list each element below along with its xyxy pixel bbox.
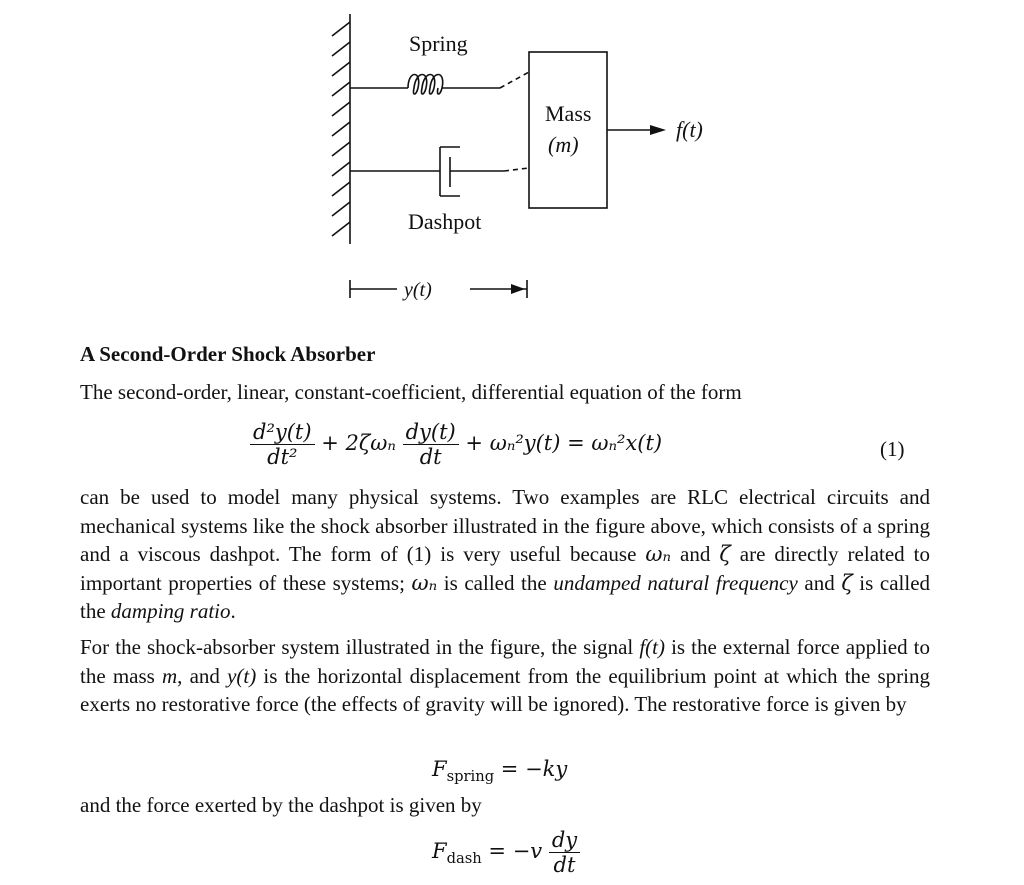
displacement-indicator [350,280,527,298]
wall [332,14,350,244]
dashpot-label: Dashpot [408,209,482,234]
spring [350,72,529,94]
f-dash-fraction: $\frac{dy}{dt}$ [549,828,580,877]
paragraph-2: For the shock-absorber system illustrated in the figure, the signal f(t) is the external force applied to the mass m, and y(t) is the horizontal displacement from the equilibrium point at which the spring exerts no restorative force (the effects of gravity will be ignored). The restorative force is given by [80,635,931,716]
symbol-zeta: ζ [841,570,853,595]
symbol-omega-n: ωₙ [645,542,672,566]
symbol-m: m [161,663,178,688]
symbol-zeta: ζ [719,542,731,566]
symbol-y-t: y(t) [227,663,257,688]
mass-symbol: (m) [548,132,579,157]
eq1-rest: + ωₙ²y(t) = ωₙ²x(t) [465,431,663,455]
section-heading: A Second-Order Shock Absorber [80,342,376,366]
eq1-damping-term: + 2ζωₙ [321,431,396,455]
eq1-fraction-2: $\frac{dy(t)}{dt}$ [403,420,459,469]
symbol-omega-n: ωₙ [411,570,438,595]
equation-1-number: (1) [880,437,905,461]
equation-f-dash: $F_{dash} = -v$ $\frac{dy}{dt}$ [432,828,580,877]
shock-absorber-diagram [0,0,1024,330]
dashpot [350,147,529,196]
paragraph-1: can be used to model many physical systems. Two examples are RLC electrical circuits and mechanical systems like the shock absorber illustrated in the figure above, which consists of a spring and a viscous dashpot. The form of (1) is very useful because ωₙ and ζ are directly related to important properties of these systems; ωₙ is called the undamped natural frequency and ζ is called the damping ratio. [80,485,931,623]
between-text: and the force exerted by the dashpot is given by [80,793,482,817]
force-arrow [607,125,666,135]
intro-text: The second-order, linear, constant-coefficient, differential equation of the form [80,380,742,404]
term-undamped-natural-frequency: undamped natural frequency [553,570,798,595]
equation-f-spring: $F_{spring} = -ky$ [432,757,568,786]
symbol-f-t: f(t) [639,635,665,659]
spring-label: Spring [409,31,468,56]
mass-label: Mass [545,101,592,126]
displacement-label: y(t) [404,279,432,301]
mass-block [529,52,607,208]
eq1-fraction-1: $\frac{\text{d²y(t)}}{\text{dt²}}$ [250,420,315,469]
term-damping-ratio: damping ratio [110,599,231,623]
equation-1 [250,420,662,469]
force-label: f(t) [676,117,703,142]
